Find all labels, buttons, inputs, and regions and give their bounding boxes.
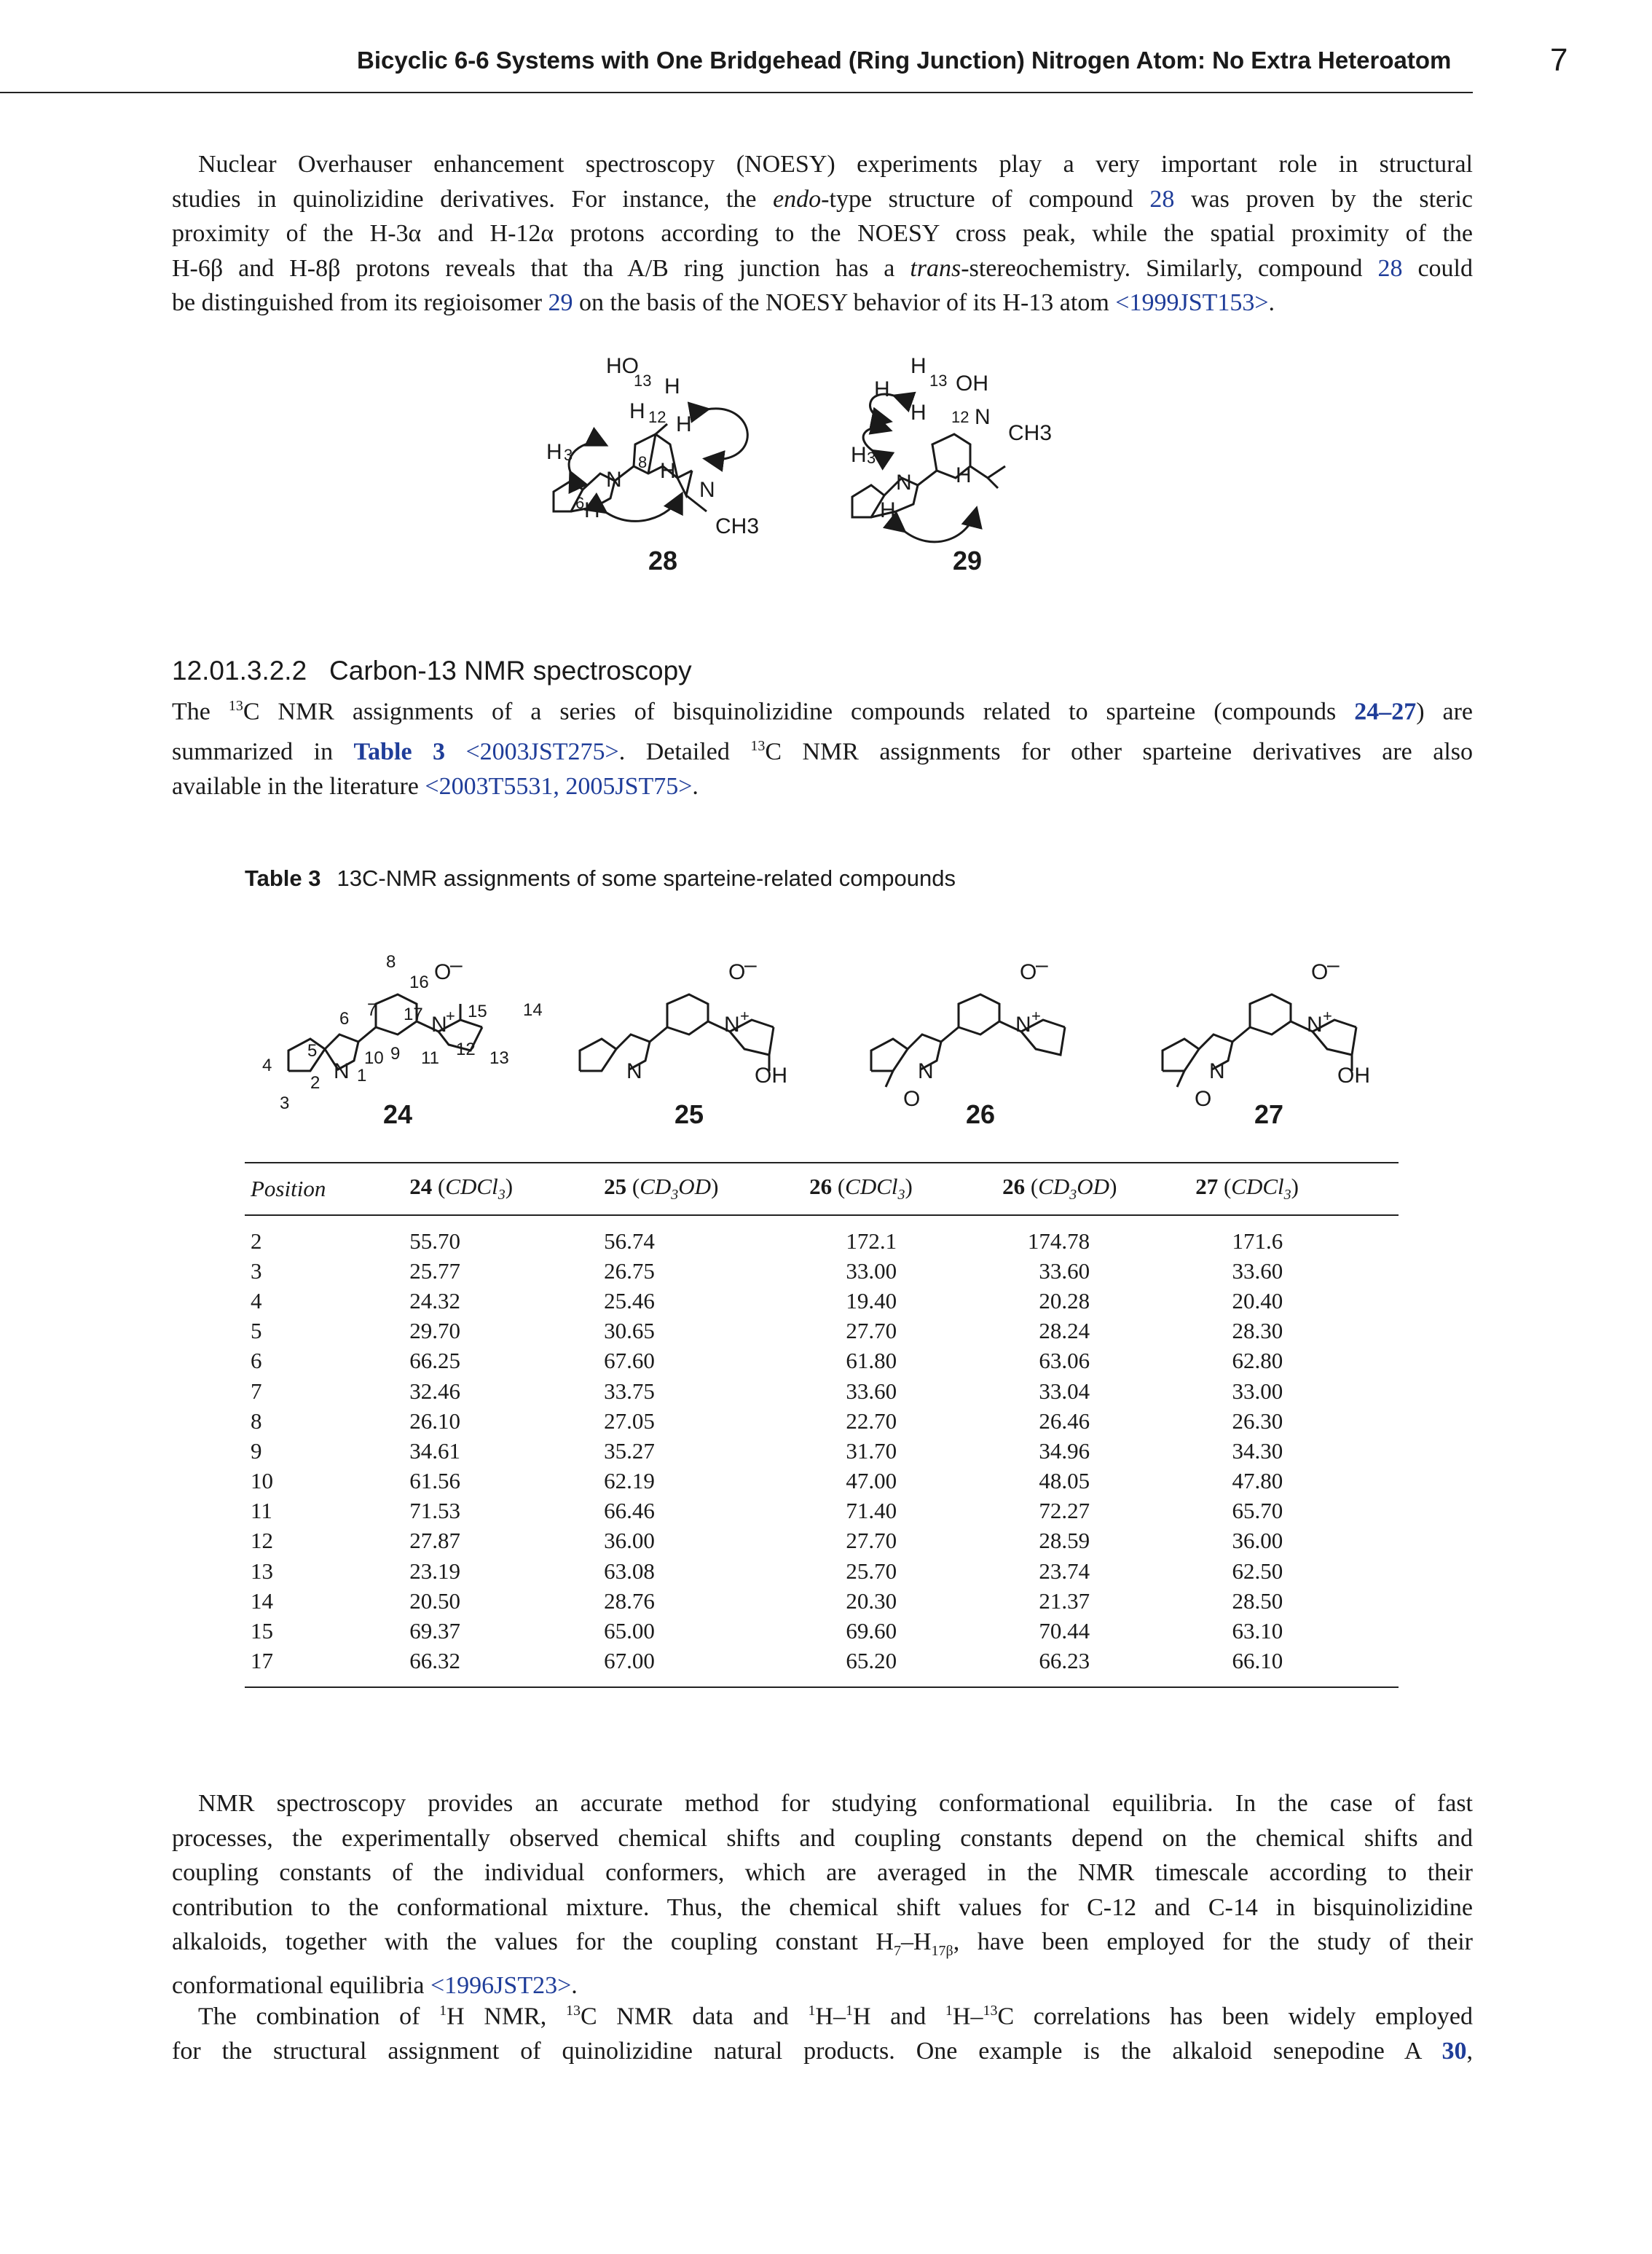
citation-link[interactable]: <1996JST23>	[430, 1972, 572, 2000]
atom-label: H	[584, 498, 600, 522]
shift-cell	[1195, 1346, 1399, 1376]
shift-value: 34.30	[1232, 1437, 1283, 1464]
atom-number: 5	[307, 1041, 318, 1061]
shift-cell	[1195, 1286, 1399, 1316]
shift-cell	[1195, 1406, 1399, 1436]
charge-sign: +	[1323, 1007, 1332, 1025]
shift-cell: 67.60	[604, 1348, 655, 1374]
shift-cell	[1002, 1316, 1195, 1346]
shift-value: 71.40	[846, 1498, 897, 1524]
atom-label: O	[434, 960, 452, 984]
shift-value: 69.60	[846, 1618, 897, 1644]
shift-value: 36.00	[1232, 1528, 1283, 1554]
shift-cell	[809, 1496, 1002, 1526]
atom-label: H	[880, 498, 896, 522]
shift-cell	[1002, 1556, 1195, 1586]
atom-number: 17	[404, 1005, 423, 1024]
atom-label: N	[606, 468, 622, 492]
column-header: 25 $(CD_3OD)$	[604, 1163, 809, 1215]
nmr-table	[245, 1162, 1399, 1688]
atom-number: 13	[929, 372, 948, 390]
section-number: 12.01.3.2.2	[172, 656, 307, 686]
position-cell: 4	[251, 1287, 262, 1313]
atom-label: H	[676, 412, 692, 436]
shift-cell	[809, 1376, 1002, 1406]
atom-label: N	[975, 405, 991, 429]
shift-cell	[1002, 1436, 1195, 1466]
shift-value: 26.30	[1232, 1407, 1283, 1434]
atom-label: H	[874, 377, 890, 401]
shift-value: 33.60	[1232, 1257, 1283, 1284]
shift-cell: 32.46	[409, 1378, 461, 1404]
charge-sign: +	[740, 1007, 750, 1025]
table-caption-text: 13C-NMR assignments of some sparteine-related compounds	[337, 865, 956, 891]
atom-label: CH3	[1008, 421, 1053, 445]
shift-cell: 24.32	[409, 1287, 461, 1313]
table-row	[245, 1316, 1399, 1346]
atom-number: 4	[262, 1056, 272, 1075]
compound-ref-24-27[interactable]: 24–27	[1354, 698, 1417, 726]
position-cell: 17	[245, 1646, 409, 1687]
column-header: Position	[245, 1163, 409, 1215]
citation-link[interactable]: <1999JST153>	[1115, 289, 1269, 316]
shift-cell	[1195, 1526, 1399, 1556]
shift-cell: 26.75	[604, 1257, 655, 1284]
noesy-scheme	[524, 342, 1151, 583]
atom-number: 9	[390, 1044, 401, 1064]
atom-label: H	[956, 463, 972, 487]
shift-cell: 62.19	[604, 1468, 655, 1494]
shift-value: 65.20	[846, 1648, 897, 1674]
shift-value: 23.74	[1039, 1558, 1090, 1584]
position-cell: 7	[251, 1378, 262, 1404]
position-cell: 14	[251, 1587, 273, 1614]
table-caption	[245, 865, 956, 892]
column-header: 26 (CDCl$_3$)	[809, 1163, 1002, 1215]
table-row	[245, 1215, 1399, 1256]
table-row	[245, 1376, 1399, 1406]
structures-24-27	[245, 925, 1399, 1136]
atom-number: 12	[648, 408, 666, 426]
shift-cell: 63.08	[604, 1558, 655, 1584]
label-ho: HO	[606, 354, 639, 378]
shift-value: 63.06	[1039, 1348, 1090, 1374]
shift-cell	[1002, 1496, 1195, 1526]
shift-cell	[1002, 1286, 1195, 1316]
section-heading	[172, 656, 692, 686]
compound-label-25: 25	[674, 1099, 704, 1129]
shift-cell: 66.25	[409, 1348, 461, 1374]
compound-label-24: 24	[383, 1099, 413, 1129]
atom-number: 1	[357, 1066, 367, 1085]
compound-ref-28[interactable]: 28	[1377, 254, 1403, 282]
shift-cell: 27.87	[409, 1528, 461, 1554]
position-cell: 5	[251, 1318, 262, 1344]
table-row	[245, 1646, 1399, 1687]
shift-cell: 23.19	[409, 1558, 461, 1584]
position-cell: 15	[251, 1618, 273, 1644]
shift-cell: 61.56	[409, 1468, 461, 1494]
atom-label: N	[334, 1059, 350, 1083]
shift-cell	[809, 1316, 1002, 1346]
text-line: coupling constants of the individual conformers, which are averaged in the NMR timescale according to their	[172, 1859, 1473, 1886]
shift-cell	[1195, 1215, 1399, 1256]
shift-cell: 25.46	[604, 1287, 655, 1313]
shift-cell	[1195, 1646, 1399, 1687]
page-number: 7	[1550, 42, 1568, 78]
shift-value: 65.70	[1232, 1498, 1283, 1524]
shift-value: 28.59	[1039, 1528, 1090, 1554]
atom-label: CH3	[715, 514, 760, 538]
atom-number: 12	[456, 1040, 476, 1059]
position-cell: 13	[251, 1558, 273, 1584]
shift-value: 19.40	[846, 1287, 897, 1313]
shift-value: 61.80	[846, 1348, 897, 1374]
shift-cell: 67.00	[604, 1646, 809, 1687]
shift-value: 33.00	[846, 1257, 897, 1284]
shift-value: 62.50	[1232, 1558, 1283, 1584]
compound-label-26: 26	[966, 1099, 996, 1129]
shift-cell: 66.46	[604, 1498, 655, 1524]
shift-value: 33.04	[1039, 1378, 1090, 1404]
shift-cell	[809, 1646, 1002, 1687]
atom-number: 6	[575, 494, 585, 512]
shift-cell	[1002, 1376, 1195, 1406]
shift-value: 33.60	[1039, 1257, 1090, 1284]
shift-cell: 65.00	[604, 1618, 655, 1644]
atom-label: O	[1311, 960, 1329, 984]
compound-label-27: 27	[1254, 1099, 1284, 1129]
shift-value: 172.1	[846, 1228, 897, 1254]
shift-value: 47.00	[846, 1468, 897, 1494]
shift-cell	[809, 1526, 1002, 1556]
table-body	[245, 1215, 1399, 1687]
section-title: Carbon-13 NMR spectroscopy	[329, 656, 692, 686]
shift-cell: 69.37	[409, 1618, 461, 1644]
table-row	[245, 1466, 1399, 1496]
shift-cell	[1195, 1466, 1399, 1496]
atom-number: 14	[523, 1000, 543, 1020]
shift-value: 72.27	[1039, 1498, 1090, 1524]
shift-cell	[1002, 1406, 1195, 1436]
shift-value: 25.70	[846, 1558, 897, 1584]
charge-sign: –	[1327, 953, 1340, 977]
text-line: contribution to the conformational mixture. Thus, the chemical shift values for C-12 and C-14 in bisquinolizidine	[172, 1893, 1473, 1921]
atom-number: 16	[409, 973, 429, 992]
table-header-row	[245, 1163, 1399, 1215]
position-cell: 2	[251, 1228, 262, 1254]
shift-cell	[809, 1346, 1002, 1376]
shift-cell	[1002, 1646, 1195, 1687]
shift-cell	[1195, 1316, 1399, 1346]
charge-sign: +	[1031, 1007, 1041, 1025]
shift-value: 20.28	[1039, 1287, 1090, 1313]
shift-cell	[1002, 1616, 1195, 1646]
charge-sign: –	[450, 953, 463, 977]
shift-cell	[1195, 1616, 1399, 1646]
atom-number: 13	[489, 1048, 509, 1068]
atom-number: 7	[367, 1000, 377, 1020]
shift-value: 20.30	[846, 1587, 897, 1614]
shift-value: 70.44	[1039, 1618, 1090, 1644]
shift-cell	[1195, 1496, 1399, 1526]
shift-value: 28.50	[1232, 1587, 1283, 1614]
atom-number: 15	[468, 1002, 487, 1021]
text-line: Nuclear Overhauser enhancement spectroscopy (NOESY) experiments play a very important role in structural	[198, 151, 1473, 178]
charge-sign: –	[1036, 953, 1048, 977]
atom-label: OH	[956, 372, 988, 396]
shift-cell	[1002, 1256, 1195, 1286]
position-cell: 11	[251, 1498, 272, 1524]
text-line: The $^{13}$C NMR assignments of a series of bisquinolizidine compounds related to sparteine (compounds 24–27) are	[172, 698, 1474, 726]
shift-cell	[1002, 1215, 1195, 1256]
table-row	[245, 1496, 1399, 1526]
table-row	[245, 1286, 1399, 1316]
compound-ref-29[interactable]: 29	[548, 289, 573, 316]
table-row	[245, 1406, 1399, 1436]
shift-cell	[809, 1436, 1002, 1466]
shift-cell	[809, 1215, 1002, 1256]
running-head: Bicyclic 6-6 Systems with One Bridgehead (Ring Junction) Nitrogen Atom: No Extra Heteroatom	[357, 47, 1452, 74]
shift-value: 171.6	[1232, 1228, 1283, 1254]
shift-cell	[1002, 1586, 1195, 1616]
shift-cell: 34.61	[409, 1437, 461, 1464]
text-line: The combination of $^1$H NMR, $^{13}$C NMR data and $^1$H–$^1$H and $^1$H–$^{13}$C correlations has been widely employed	[198, 2003, 1474, 2030]
compound-label-29: 29	[953, 546, 983, 576]
atom-label: O	[1195, 1087, 1212, 1111]
table-row	[245, 1256, 1399, 1286]
shift-cell	[1002, 1526, 1195, 1556]
shift-cell: 28.76	[604, 1587, 655, 1614]
shift-cell	[1195, 1256, 1399, 1286]
atom-label: N	[724, 1013, 740, 1037]
text-line: studies in quinolizidine derivatives. For instance, the endo-type structure of compound 28 was proven by the steric	[172, 185, 1473, 213]
shift-cell	[809, 1586, 1002, 1616]
atom-label: H	[910, 401, 927, 425]
shift-cell	[1002, 1466, 1195, 1496]
column-header: 24 (CDCl$_3$)	[409, 1163, 604, 1215]
atom-label: O	[1020, 960, 1037, 984]
atom-label: N	[699, 478, 715, 502]
atom-label: N	[431, 1013, 447, 1037]
charge-sign: –	[744, 953, 757, 977]
charge-sign: +	[446, 1007, 455, 1025]
atom-number: 8	[386, 952, 396, 972]
shift-value: 66.23	[1039, 1648, 1090, 1674]
text-line: available in the literature <2003T5531, 2005JST75>.	[172, 772, 699, 800]
shift-cell: 25.77	[409, 1257, 461, 1284]
atom-label: H	[660, 459, 676, 483]
atom-label: N	[918, 1059, 934, 1083]
shift-cell: 56.74	[604, 1228, 655, 1254]
compound-label-28: 28	[648, 546, 678, 576]
shift-value: 27.70	[846, 1528, 897, 1554]
citation-link[interactable]: <2003T5531, 2005JST75>	[425, 772, 693, 800]
text-line: NMR spectroscopy provides an accurate method for studying conformational equilibria. In the case of fast	[198, 1790, 1473, 1817]
table-row	[245, 1346, 1399, 1376]
atom-number: 3	[564, 446, 573, 464]
shift-cell	[809, 1616, 1002, 1646]
shift-cell: 55.70	[409, 1228, 461, 1254]
shift-cell	[1195, 1376, 1399, 1406]
shift-value: 34.96	[1039, 1437, 1090, 1464]
shift-value: 26.46	[1039, 1407, 1090, 1434]
column-header: 26 $(CD_3OD)$	[1002, 1163, 1195, 1215]
atom-label: O	[728, 960, 746, 984]
atom-label: N	[1307, 1013, 1323, 1037]
header-rule	[0, 92, 1473, 93]
shift-cell	[809, 1556, 1002, 1586]
table-row	[245, 1436, 1399, 1466]
shift-cell: 27.05	[604, 1407, 655, 1434]
atom-number: 10	[364, 1048, 384, 1068]
shift-cell: 30.65	[604, 1318, 655, 1344]
atom-number: 3	[867, 449, 876, 467]
shift-value: 48.05	[1039, 1468, 1090, 1494]
shift-cell: 26.10	[409, 1407, 461, 1434]
compound-ref-28[interactable]: 28	[1149, 185, 1175, 213]
shift-cell	[809, 1256, 1002, 1286]
shift-cell	[1195, 1556, 1399, 1586]
shift-value: 33.60	[846, 1378, 897, 1404]
text-line: processes, the experimentally observed chemical shifts and coupling constants depend on the chemical shifts and	[172, 1824, 1473, 1852]
atom-label: H	[546, 440, 562, 464]
citation-link[interactable]: <2003JST275>	[465, 738, 619, 766]
atom-number: 11	[421, 1048, 439, 1068]
atom-label: H	[851, 443, 867, 467]
atom-label: H	[664, 374, 680, 398]
shift-value: 22.70	[846, 1407, 897, 1434]
shift-value: 20.40	[1232, 1287, 1283, 1313]
position-cell: 12	[251, 1528, 273, 1554]
shift-cell: 66.32	[409, 1646, 604, 1687]
shift-value: 31.70	[846, 1437, 897, 1464]
shift-value: 28.24	[1039, 1318, 1090, 1344]
shift-cell: 20.50	[409, 1587, 461, 1614]
atom-label: N	[1209, 1059, 1225, 1083]
shift-cell: 35.27	[604, 1437, 655, 1464]
atom-label: H	[629, 399, 645, 423]
compound-ref-30[interactable]: 30	[1441, 2037, 1467, 2065]
table-row	[245, 1586, 1399, 1616]
shift-cell	[1195, 1436, 1399, 1466]
shift-value: 21.37	[1039, 1587, 1090, 1614]
text-line: proximity of the H-3α and H-12α protons according to the NOESY cross peak, while the spatial proximity of the	[172, 220, 1473, 247]
atom-number: 12	[951, 408, 969, 426]
atom-label: H	[910, 354, 927, 378]
table-ref-3[interactable]: Table 3	[353, 738, 445, 766]
shift-value: 47.80	[1232, 1468, 1283, 1494]
shift-value: 63.10	[1232, 1618, 1283, 1644]
shift-value: 33.00	[1232, 1378, 1283, 1404]
shift-cell: 29.70	[409, 1318, 461, 1344]
atom-label: OH	[1337, 1064, 1370, 1088]
atom-number: 6	[339, 1009, 350, 1029]
atom-label: OH	[755, 1064, 787, 1088]
atom-number: 3	[280, 1093, 290, 1113]
text-line: for the structural assignment of quinolizidine natural products. One example is the alkaloid senepodine A 30,	[172, 2037, 1473, 2065]
table-label: Table 3	[245, 865, 321, 891]
shift-cell	[1195, 1586, 1399, 1616]
atom-label: N	[896, 471, 912, 495]
atom-label: N	[1015, 1013, 1031, 1037]
shift-cell	[809, 1406, 1002, 1436]
paragraph-noesy	[172, 147, 1473, 321]
column-header: 27 (CDCl$_3$)	[1195, 1163, 1399, 1215]
position-cell: 6	[251, 1348, 262, 1374]
text-line: alkaloids, together with the values for the coupling constant $H_7-H_{17\beta}$, have been employed for the study of their	[172, 1928, 1473, 1959]
shift-value: 174.78	[1027, 1228, 1090, 1254]
paragraph-combination	[172, 1994, 1473, 2068]
shift-cell: 71.53	[409, 1498, 461, 1524]
atom-label: O	[903, 1087, 921, 1111]
shift-cell	[809, 1466, 1002, 1496]
text-line: conformational equilibria <1996JST23>.	[172, 1972, 578, 2000]
text-line: be distinguished from its regioisomer 29 on the basis of the NOESY behavior of its H-13 atom <1999JST153>.	[172, 289, 1275, 316]
table-row	[245, 1616, 1399, 1646]
shift-value: 27.70	[846, 1318, 897, 1344]
position-cell: 10	[251, 1468, 273, 1494]
table-row	[245, 1556, 1399, 1586]
shift-value: 62.80	[1232, 1348, 1283, 1374]
shift-cell: 33.75	[604, 1378, 655, 1404]
shift-value: 66.10	[1232, 1648, 1283, 1674]
text-line: summarized in Table 3 <2003JST275>. Detailed $^{13}$C NMR assignments for other sparteine derivatives are also	[172, 737, 1474, 766]
shift-cell	[1002, 1346, 1195, 1376]
table-row	[245, 1526, 1399, 1556]
position-cell: 8	[251, 1407, 262, 1434]
position-cell: 9	[251, 1437, 262, 1464]
shift-value: 28.30	[1232, 1318, 1283, 1344]
paragraph-conformational	[172, 1786, 1473, 2003]
paragraph-c13	[172, 689, 1473, 804]
atom-number: 13	[634, 372, 652, 390]
shift-cell: 36.00	[604, 1528, 655, 1554]
atom-label: N	[626, 1059, 642, 1083]
text-line: H-6β and H-8β protons reveals that tha A/B ring junction has a trans-stereochemistry. Similarly, compound 28 could	[172, 254, 1473, 282]
atom-number: 2	[310, 1073, 320, 1093]
shift-cell	[809, 1286, 1002, 1316]
atom-number: 8	[638, 453, 648, 471]
position-cell: 3	[251, 1257, 262, 1284]
